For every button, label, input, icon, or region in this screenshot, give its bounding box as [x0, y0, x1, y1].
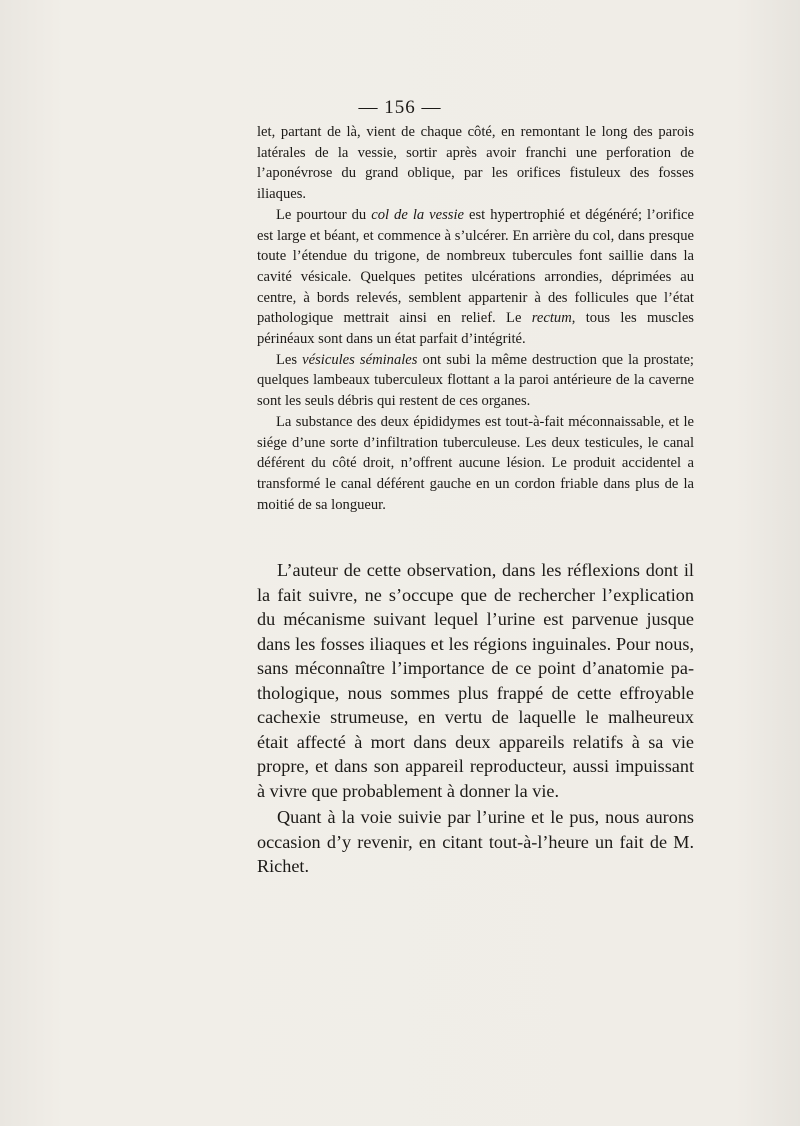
paragraph-col-vessie: [257, 205, 694, 350]
paragraph-vesicules: [257, 350, 694, 412]
text-run: , tous les muscles périnéaux sont dans un état parfait d’intégrité.: [257, 310, 694, 348]
italic-term-col-vessie: col de la vessie: [371, 206, 465, 223]
observation-text-block: [257, 122, 694, 515]
page-number: — 156 —: [358, 97, 442, 118]
italic-term-rectum: rectum: [531, 310, 572, 327]
text-run: ont subi la même destruction que la prostate; quelques lambeaux tuberculeux flottant a la paroi antérieure de la caverne sont les seuls débris qui restent de ces organes.: [257, 351, 694, 410]
text-run: Les: [276, 351, 303, 368]
paragraph-epididymes: La substance des deux épididymes est tout-à-fait méconnaissable, et le siége d’une sorte d’infiltration tuberculeuse. Les deux testicules, le canal déférent du côté droit, n’offrent aucune lésion. Le produit accidentel a transformé le canal déférent gauche en un cordon friable dans plus de la moitié de sa longueur.: [257, 413, 694, 513]
text-run: est hypertrophié et dégénéré; l’orifice est large et béant, et commence à s’ulcérer. En arrière du col, dans presque toute l’étendue du trigone, de nombreux tubercules font saillie dans la cavité vésicale. Quelques petites ulcérations arrondies, déprimées au centre, à bords relevés, semblent appartenir à des follicules que l’état pathologique mettrait ainsi en relief. Le: [257, 206, 694, 327]
paragraph-conclusion: Quant à la voie suivie par l’urine et le pus, nous aurons occasion d’y revenir, en citant tout-à-l’heure un fait de M. Richet.: [257, 807, 694, 876]
italic-term-vesicules-seminales: vésicules séminales: [302, 351, 418, 368]
commentary-text-block: [257, 558, 694, 879]
text-run: Le pourtour du: [276, 206, 372, 223]
paragraph-continuation: let, partant de là, vient de chaque côté, en remontant le long des parois latérales de la vessie, sortir après avoir franchi une perforation de l’aponévrose du grand oblique, par les orifices fistuleux des fosses iliaques.: [257, 124, 694, 203]
paragraph-commentary: L’auteur de cette observation, dans les réflexions dont il la fait suivre, ne s’occupe que de rechercher l’explication du mécanisme suivant lequel l’urine est parvenue jusque dans les fosses iliaques et les régions inguinales. Pour nous, sans méconnaître l’importance de ce point d’anatomie pathologique, nous sommes plus frappé de cette effroyable cachexie strumeuse, en vertu de laquelle le malheureux était affecté à mort dans deux appareils relatifs à sa vie propre, et dans son appareil reproducteur, aussi impuissant à vivre que probablement à donner la vie.: [257, 560, 694, 801]
